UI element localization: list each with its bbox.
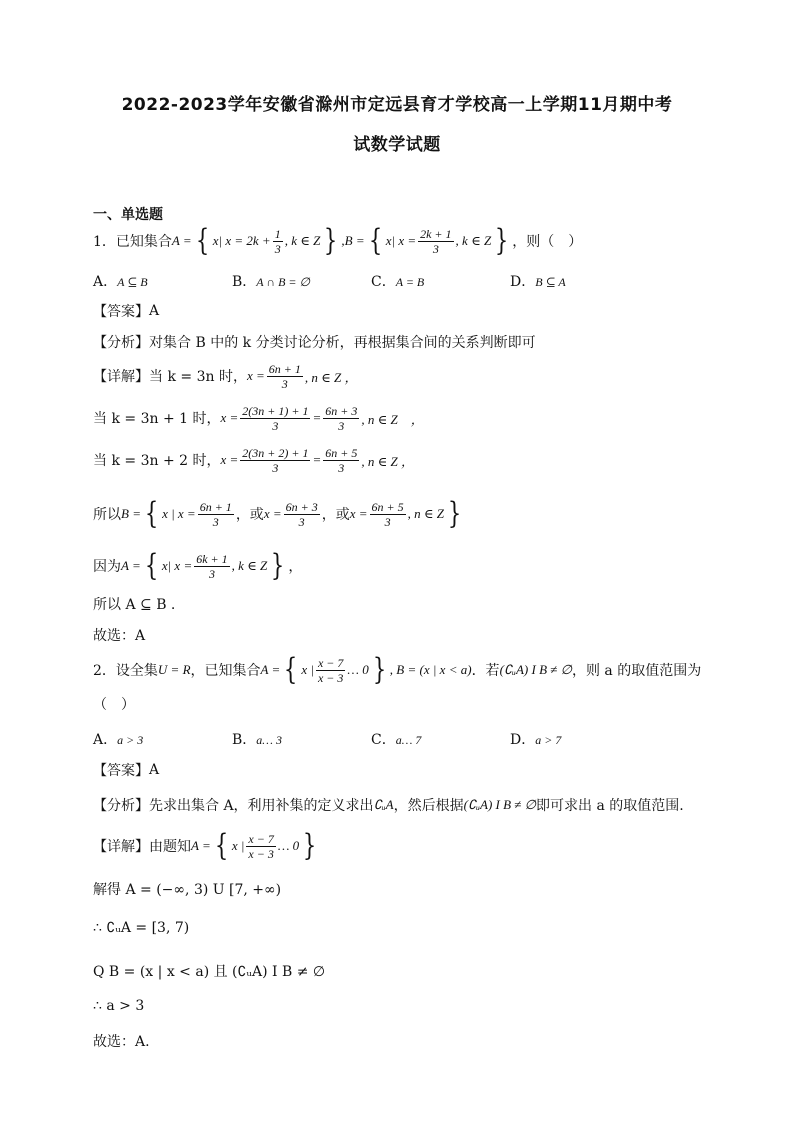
fraction-numerator: 2(3n + 1) + 1 xyxy=(242,403,309,418)
fraction xyxy=(267,362,303,391)
fraction-numerator: 6n + 5 xyxy=(371,499,404,514)
q1-tail: ，则（ ） xyxy=(512,234,583,250)
q1-setB-label: B = xyxy=(344,233,365,248)
q1-detail-line1 xyxy=(93,360,357,392)
q2-therefore2: ∴ a > 3 xyxy=(93,998,145,1014)
fraction-numerator: 6n + 3 xyxy=(325,403,358,418)
math-post: , k ∈ Z xyxy=(231,558,268,573)
fraction-denominator: x − 3 xyxy=(317,670,344,685)
fraction-denominator: 3 xyxy=(281,376,288,391)
fraction-denominator: 3 xyxy=(432,241,439,256)
math-B: B = xyxy=(121,506,141,521)
q1-option-d[interactable] xyxy=(510,271,566,291)
math-A: A = xyxy=(121,558,141,573)
option-math: A ⊆ B xyxy=(117,275,148,289)
right-brace: } xyxy=(324,223,338,258)
math-A: A = xyxy=(191,838,211,853)
fraction xyxy=(240,446,310,475)
fraction-denominator: 3 xyxy=(338,418,345,433)
q2-answer xyxy=(93,760,159,780)
option-math: A ∩ B = ∅ xyxy=(256,275,310,289)
fraction-denominator: 3 xyxy=(338,460,345,475)
fraction-numerator: x − 7 xyxy=(248,831,274,846)
page-title-line1: 2022-2023学年安徽省滁州市定远县育才学校高一上学期11月期中考 xyxy=(121,95,673,115)
fraction-denominator: 3 xyxy=(384,514,391,529)
detail-tag: 【详解】 xyxy=(93,839,149,855)
fraction-numerator: 6k + 1 xyxy=(196,551,228,566)
q1-setA-label: A = xyxy=(171,233,192,248)
right-brace: } xyxy=(271,548,285,583)
page-title-line2: 试数学试题 xyxy=(353,135,441,155)
option-math: a > 3 xyxy=(117,733,144,747)
math-post: … 0 xyxy=(277,838,300,853)
math-post: , n ∈ Z xyxy=(407,506,444,521)
q1-analysis xyxy=(93,332,536,352)
q1-setA-var: x| x = 2k + xyxy=(212,233,271,248)
option-label: B． xyxy=(232,274,257,290)
q2-option-c[interactable] xyxy=(371,729,421,749)
q2-stem xyxy=(93,652,701,688)
q2-option-a[interactable] xyxy=(93,729,143,749)
q1-so-line xyxy=(93,496,465,532)
answer-tag: 【答案】 xyxy=(93,304,149,320)
math-x: x | x = xyxy=(162,506,196,521)
q1-stem xyxy=(93,224,582,258)
detail-case: 当 k = 3n + 1 时， xyxy=(93,411,221,427)
q1-answer xyxy=(93,301,159,321)
fraction xyxy=(323,446,359,475)
detail-case: 当 k = 3n 时， xyxy=(149,369,247,385)
option-label: C． xyxy=(371,732,396,748)
math-post: , n ∈ Z ， xyxy=(361,453,414,469)
fraction xyxy=(198,500,234,529)
q1-because-line xyxy=(93,548,302,584)
option-label: D． xyxy=(510,732,536,748)
left-brace: { xyxy=(368,223,382,258)
option-label: B． xyxy=(232,732,257,748)
analysis-text: 先求出集合 A，利用补集的定义求出 xyxy=(149,798,374,814)
fraction-numerator: 6n + 1 xyxy=(199,499,232,514)
analysis-text: 对集合 B 中的 k 分类讨论分析，再根据集合间的关系判断即可 xyxy=(149,335,536,351)
fraction-denominator: 3 xyxy=(212,514,219,529)
q1-option-c[interactable] xyxy=(371,271,424,291)
math-x: x = xyxy=(263,506,282,521)
q1-option-b[interactable] xyxy=(232,271,310,291)
right-brace: } xyxy=(372,652,386,687)
option-math: a > 7 xyxy=(535,733,562,747)
option-label: A． xyxy=(93,274,118,290)
math-x: x = xyxy=(220,452,239,467)
option-label: A． xyxy=(93,732,118,748)
fraction-numerator: 2k + 1 xyxy=(420,226,452,241)
q2-solve: 解得 A = (−∞, 3) U [7, +∞) xyxy=(93,882,282,898)
q1-setB-fraction xyxy=(418,227,453,256)
math-cond: (∁ᵤA) I B ≠ ∅ xyxy=(499,662,572,677)
math-A: A = xyxy=(260,662,281,677)
fraction-numerator: x − 7 xyxy=(317,655,344,670)
left-brace: { xyxy=(195,223,209,258)
analysis-text: 即可求出 a 的取值范围. xyxy=(536,798,684,814)
fraction-denominator: 3 xyxy=(272,460,279,475)
q1-conclusion: 所以 A ⊆ B . xyxy=(93,597,176,613)
right-brace: } xyxy=(495,223,509,258)
q1-setA-fraction xyxy=(273,227,283,256)
analysis-math: ∁ᵤA xyxy=(373,797,394,812)
answer-tag: 【答案】 xyxy=(93,763,149,779)
fraction-numerator: 2(3n + 2) + 1 xyxy=(242,445,309,460)
fraction xyxy=(284,500,320,529)
option-math: a… 3 xyxy=(256,733,282,747)
fraction-numerator: 6n + 3 xyxy=(285,499,318,514)
q2-number: 2．设全集 xyxy=(93,663,158,679)
or-text: ，或 xyxy=(235,507,264,523)
option-label: D． xyxy=(510,274,536,290)
fraction-denominator: 3 xyxy=(208,566,215,581)
left-brace: { xyxy=(144,548,158,583)
right-brace: } xyxy=(303,828,317,863)
analysis-math: (∁ᵤA) I B ≠ ∅ xyxy=(463,797,537,812)
q2-cond: ．若 xyxy=(471,663,500,679)
option-math: a… 7 xyxy=(395,733,422,747)
q2-option-d[interactable] xyxy=(510,729,561,749)
q2-analysis xyxy=(93,795,684,815)
detail-text: 由题知 xyxy=(149,839,191,855)
because-label: 因为 xyxy=(93,559,121,575)
q1-setA-post: , k ∈ Z xyxy=(284,233,321,248)
answer-value: A xyxy=(149,303,160,319)
math-x: x = xyxy=(220,410,239,425)
q2-option-b[interactable] xyxy=(232,729,282,749)
left-brace: { xyxy=(214,828,228,863)
q1-detail-line2 xyxy=(93,402,424,434)
or-text: ，或 xyxy=(321,507,350,523)
q2-choice: 故选：A. xyxy=(93,1034,150,1050)
q2-paren: （ ） xyxy=(93,697,135,713)
math-U: U = R xyxy=(157,662,191,677)
q1-detail-line3 xyxy=(93,444,414,476)
math-B: , B = (x | x < a) xyxy=(389,662,472,677)
math-x: x = xyxy=(349,506,368,521)
q2-detail-line1 xyxy=(93,828,320,864)
fraction xyxy=(240,404,310,433)
math-x: x | xyxy=(301,662,314,677)
q1-setB-post: , k ∈ Z xyxy=(455,233,492,248)
fraction xyxy=(246,832,275,861)
math-post: … 0 xyxy=(347,662,369,677)
fraction-denominator: 3 xyxy=(298,514,305,529)
fraction-numerator: 6n + 5 xyxy=(325,445,358,460)
fraction-denominator: x − 3 xyxy=(248,846,274,861)
left-brace: { xyxy=(284,652,298,687)
fraction xyxy=(370,500,406,529)
math-post: , n ∈ Z ， xyxy=(304,369,358,385)
math-eq: = xyxy=(312,410,322,425)
math-post: , n ∈ Z ， xyxy=(361,411,424,427)
comma: , xyxy=(341,233,345,248)
analysis-tag: 【分析】 xyxy=(93,798,149,814)
answer-value: A xyxy=(149,762,160,778)
section-heading: 一、单选题 xyxy=(93,207,163,223)
fraction-numerator: 6n + 1 xyxy=(268,361,301,376)
q2-tail: ，则 a 的取值范围为 xyxy=(571,663,702,679)
analysis-text: ，然后根据 xyxy=(393,798,464,814)
q1-option-a[interactable] xyxy=(93,271,148,291)
analysis-tag: 【分析】 xyxy=(93,335,149,351)
left-brace: { xyxy=(144,496,159,531)
fraction-denominator: 3 xyxy=(274,241,281,256)
q1-choice: 故选：A xyxy=(93,628,146,644)
so-label: 所以 xyxy=(93,507,121,523)
fraction xyxy=(316,656,345,685)
right-brace: } xyxy=(447,496,462,531)
math-eq: = xyxy=(312,452,322,467)
math-x: x | xyxy=(231,838,245,853)
option-math: A = B xyxy=(395,275,425,289)
q2-mid: ，已知集合 xyxy=(190,663,261,679)
option-math: B ⊆ A xyxy=(535,275,566,289)
detail-case: 当 k = 3n + 2 时， xyxy=(93,453,221,469)
option-label: C． xyxy=(371,274,396,290)
math-x: x| x = xyxy=(161,558,193,573)
comma: ， xyxy=(288,559,303,575)
math-x: x = xyxy=(246,368,265,383)
q1-setB-var: x| x = xyxy=(385,233,417,248)
q2-therefore1: ∴ ∁ᵤA = [3, 7) xyxy=(93,920,190,936)
fraction-numerator: 1 xyxy=(274,226,281,241)
fraction-denominator: 3 xyxy=(272,418,279,433)
fraction xyxy=(194,552,229,581)
fraction xyxy=(323,404,359,433)
detail-tag: 【详解】 xyxy=(93,369,149,385)
q1-number: 1．已知集合 xyxy=(93,234,172,250)
q2-since: Q B = (x | x < a) 且 (∁ᵤA) I B ≠ ∅ xyxy=(93,964,326,980)
